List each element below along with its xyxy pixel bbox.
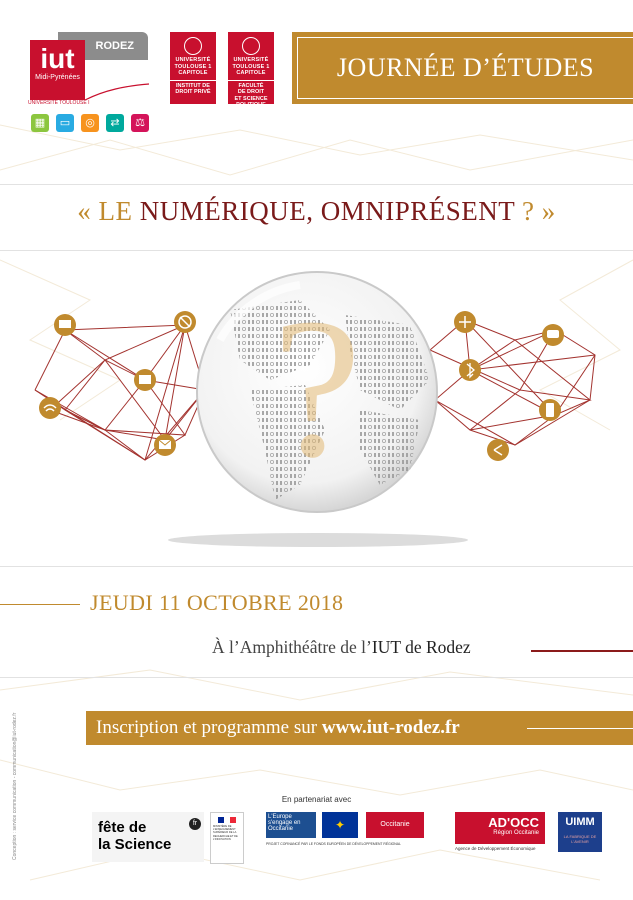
registration-bar (86, 711, 633, 745)
calculator-icon: ▦ (31, 114, 49, 132)
logo-line: CAPITOLE (178, 70, 208, 76)
divider (0, 250, 633, 251)
laptop-icon (54, 314, 76, 336)
event-location (212, 637, 471, 658)
logo-subtitle: FACULTÉ (238, 82, 264, 89)
logo-subtitle: DROIT PRIVÉ (175, 89, 211, 95)
location-rule (531, 650, 633, 652)
red-swoosh (85, 80, 150, 102)
logo-line: TOULOUSE 1 (174, 63, 212, 70)
bike-icon: ◎ (81, 114, 99, 132)
event-type-banner (292, 32, 633, 104)
adocc-logo (455, 812, 545, 856)
divider (0, 566, 633, 567)
logo-line: UNIVERSITÉ (233, 57, 269, 63)
scales-icon: ⚖ (131, 114, 149, 132)
no-signal-icon (174, 311, 196, 333)
title-emphasis: NUMÉRIQUE, OMNIPRÉSENT (139, 196, 515, 226)
eu-flag-icon: ✦ (322, 812, 358, 838)
logo-subtitle: POLITIQUE (236, 102, 266, 108)
iut-logo-main: iut (40, 43, 75, 74)
title-close: ? » (514, 196, 556, 226)
wifi-icon (39, 397, 61, 419)
ministry-name: MINISTÈRE DE L'ENSEIGNEMENT SUPÉRIEUR DE LA RECHERCHE ET DE L'INNOVATION (213, 825, 238, 841)
uimm-name: UIMM (565, 816, 595, 828)
ut1-faculte-droit-logo (228, 32, 274, 108)
logo-line: UNIVERSITÉ (175, 57, 211, 63)
mail-icon (154, 434, 176, 456)
registration-label: Inscription et programme sur (96, 717, 322, 738)
chat-icon (542, 324, 564, 346)
region-occitanie-logo: Occitanie (366, 812, 424, 838)
usb-icon (454, 311, 476, 333)
event-date: JEUDI 11 OCTOBRE 2018 (90, 590, 344, 615)
partners-label: En partenariat avec (281, 795, 352, 804)
logo-subtitle: ET SCIENCE (234, 95, 268, 102)
seal-icon (184, 37, 202, 55)
left-network (35, 325, 205, 460)
fete-line2: la Science (98, 836, 172, 853)
fete-badge: fr (189, 818, 201, 830)
handshake-icon: ⇄ (106, 114, 124, 132)
date-rule (0, 604, 80, 605)
fete-line1: fête de (98, 819, 147, 836)
iut-university: UNIVERSITÉ TOULOUSE I (28, 100, 90, 106)
uimm-sub: LA FABRIQUE DE L'AVENIR (563, 834, 597, 844)
iut-logo-sub: Midi-Pyrénées (35, 74, 80, 81)
logo-line: TOULOUSE 1 (232, 63, 270, 70)
uimm-logo (558, 812, 602, 852)
adocc-sub: Région Occitanie (493, 830, 539, 836)
europe-logo (266, 812, 428, 852)
logo-subtitle: DE DROIT (237, 89, 265, 95)
europe-name: L'Europe s'engage en Occitanie (266, 812, 316, 838)
divider (0, 677, 633, 678)
adocc-caption: Agence de Développement Économique (455, 846, 536, 851)
laptop-icon: ▭ (56, 114, 74, 132)
question-mark-glyph: ? (272, 278, 362, 499)
campus-tab: RODEZ (58, 32, 148, 60)
location-prefix: À l’Amphithéâtre de l’ (212, 637, 372, 657)
europe-caption: PROJET COFINANCÉ PAR LE FONDS EUROPÉEN DE DÉVELOPPEMENT RÉGIONAL (266, 842, 401, 846)
right-network (430, 320, 595, 445)
registration-url-link[interactable]: www.iut-rodez.fr (321, 717, 460, 738)
ut1-institut-droit-prive-logo (170, 32, 216, 104)
seal-icon (242, 37, 260, 55)
globe-shadow (168, 533, 468, 547)
share-icon (487, 439, 509, 461)
iut-logo (30, 40, 85, 100)
logo-line: CAPITOLE (236, 70, 266, 76)
banner-text: JOURNÉE D’ÉTUDES (297, 37, 633, 99)
logo-subtitle: INSTITUT DE (176, 82, 210, 89)
location-place: IUT de Rodez (371, 637, 471, 657)
registration-text (96, 711, 460, 745)
tablet-icon (134, 369, 156, 391)
bluetooth-icon (459, 359, 481, 381)
divider (0, 184, 633, 185)
credit-text: Conception : service communication - communication@iut-rodez.fr (12, 712, 18, 860)
fete-de-la-science-logo (92, 812, 204, 862)
digital-globe-illustration (0, 270, 633, 560)
title-open: « LE (77, 196, 140, 226)
smartphone-icon (539, 399, 561, 421)
adocc-name: AD'OCC (488, 815, 539, 830)
ministry-logo (210, 812, 244, 864)
page-title (0, 196, 633, 227)
registration-rule (527, 728, 633, 729)
